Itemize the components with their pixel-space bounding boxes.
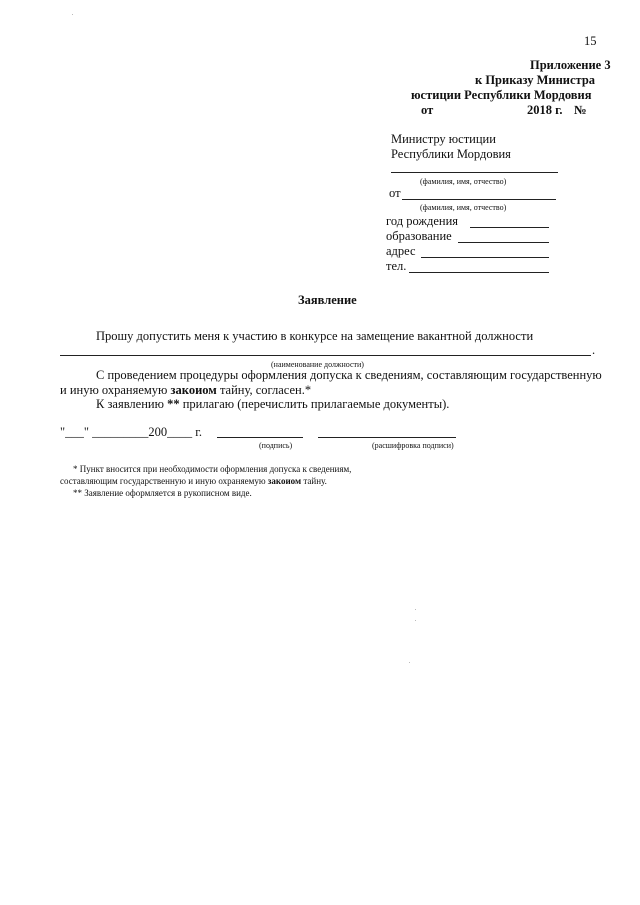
phone-label: тел. [386,259,407,273]
scan-speck [415,620,416,621]
education-line [458,242,549,243]
date-year: 2018 г. [527,103,563,117]
ministry-reference: юстиции Республики Мордовия [411,88,592,102]
position-field-line [60,355,591,356]
document-title: Заявление [298,293,357,307]
footnote-1-line2: составляющим государственную и иную охраняемую закоиом тайну. [60,476,327,486]
footnote-1-line1: * Пункт вносится при необходимости оформления допуска к сведениям, [73,464,352,474]
name-field-hint: (фамилия, имя, отчество) [420,177,507,186]
address-line [421,257,549,258]
page-number: 15 [584,34,597,48]
consent-line2: и иную охраняемую закоиом тайну, согласен.* [60,383,312,397]
from-label: от [389,186,401,200]
from-field-hint: (фамилия, имя, отчество) [420,203,507,212]
name-field-line [391,172,558,173]
signature-date: "___" _________200____ г. [60,425,203,439]
scan-speck [72,14,73,15]
addressee-line1: Министру юстиции [391,132,496,146]
scan-speck [409,662,410,663]
request-text: Прошу допустить меня к участию в конкурсе на замещение вакантной должности [96,329,534,343]
scan-speck [415,609,416,610]
consent-line1: С проведением процедуры оформления допуска к сведениям, составляющим государственную [96,368,602,382]
number-sign: № [574,103,587,117]
education-label: образование [386,229,452,243]
signature-hint: (подпись) [259,441,293,450]
date-prefix: от [421,103,434,117]
signature-decoding-line [318,437,456,438]
birth-year-label: год рождения [386,214,459,228]
appendix-title: Приложение 3 [530,58,611,72]
signature-decoding-hint: (расшифровка подписи) [372,441,454,450]
attachments-line: К заявлению ** прилагаю (перечислить прилагаемые документы). [96,397,450,411]
position-trailing-dot: . [592,343,596,357]
from-field-line [402,199,556,200]
phone-line [409,272,549,273]
addressee-line2: Республики Мордовия [391,147,511,161]
position-field-hint: (наименование должности) [271,360,364,369]
address-label: адрес [386,244,416,258]
footnote-2: ** Заявление оформляется в рукописном виде. [73,488,252,498]
signature-line [217,437,303,438]
order-reference: к Приказу Министра [475,73,596,87]
birth-year-line [470,227,549,228]
